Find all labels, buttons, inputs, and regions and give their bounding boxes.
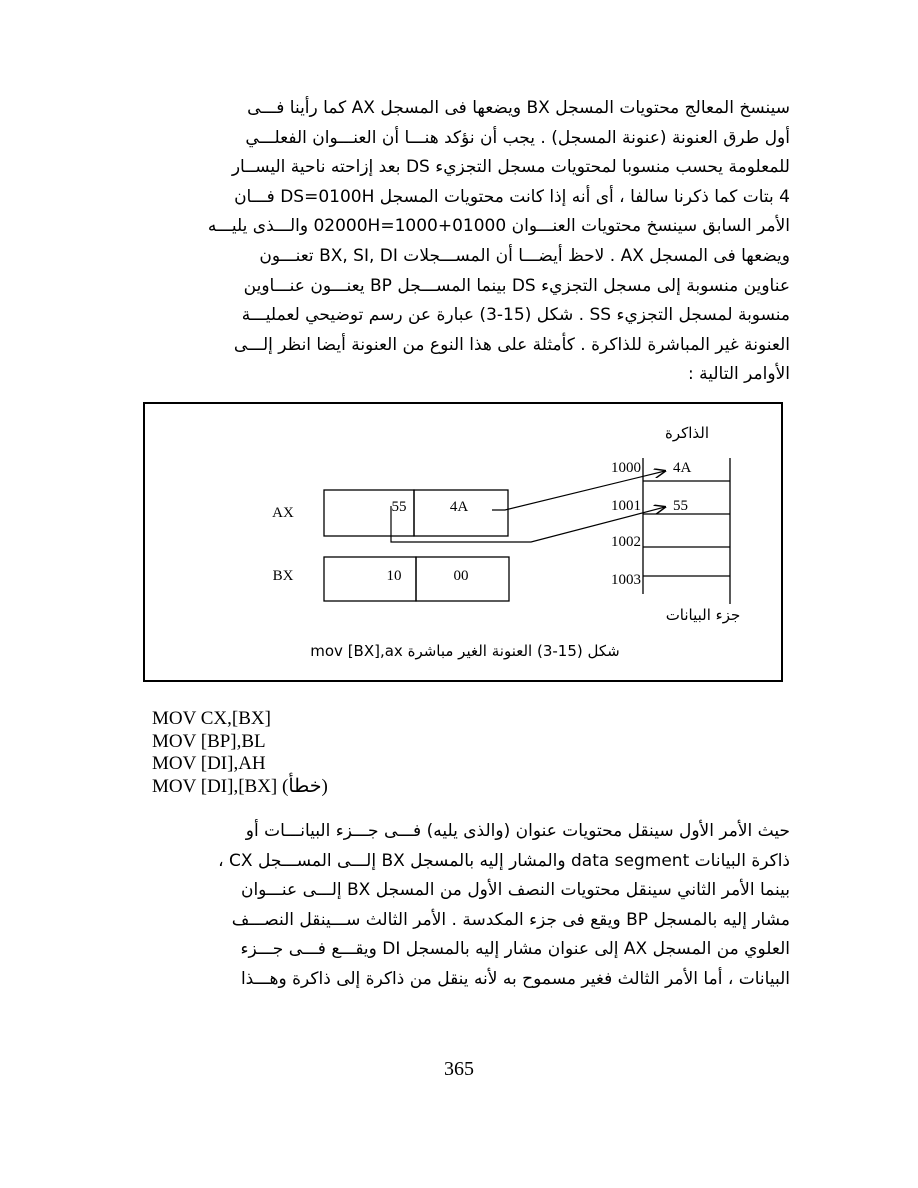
text-line: العلوي من المسجل AX إلى عنوان مشار إليه بالمسجل DI ويقـــع فـــى جـــزء bbox=[240, 939, 790, 960]
memory-value: 55 bbox=[673, 498, 688, 514]
text-line: ويضعها فى المسجل AX . لاحظ أيضـــا أن المســـجلات BX, SI, DI تعنـــون bbox=[259, 245, 790, 266]
bx-low-value: 00 bbox=[453, 568, 469, 584]
memory-address: 1000 bbox=[611, 460, 641, 476]
text-line: حيث الأمر الأول سينقل محتويات عنوان (والذى يليه) فـــى جـــزء البيانـــات أو bbox=[245, 821, 790, 841]
text-line: ذاكرة البيانات data segment والمشار إليه بالمسجل BX إلـــى المســـجل CX ، bbox=[218, 850, 790, 871]
text-line: بينما الأمر الثاني سينقل محتويات النصف الأول من المسجل BX إلـــى عنـــوان bbox=[240, 880, 790, 901]
code-line: MOV [BP],BL bbox=[152, 730, 266, 752]
bx-label: BX bbox=[272, 568, 294, 584]
text-line: العنونة غير المباشرة للذاكرة . كأمثلة على هذا النوع من العنونة أيضا انظر إلـــى bbox=[233, 334, 790, 355]
code-line: MOV [DI],AH bbox=[152, 753, 266, 774]
ax-high-value: 55 bbox=[391, 499, 407, 515]
ax-low-value: 4A bbox=[449, 499, 469, 515]
page-number: 365 bbox=[444, 1058, 474, 1080]
bx-high-value: 10 bbox=[386, 568, 402, 584]
text-line: أول طرق العنونة (عنونة المسجل) . يجب أن نؤكد هنـــا أن العنـــوان الفعلـــي bbox=[245, 127, 790, 148]
text-line: الأوامر التالية : bbox=[687, 364, 790, 385]
text-line: عناوين منسوبة إلى مسجل التجزيء DS بينما المســـجل BP يعنـــون عنـــاوين bbox=[243, 275, 790, 296]
figure-box bbox=[143, 402, 783, 682]
text-line: مشار إليه بالمسجل BP ويقع فى جزء المكدسة . الأمر الثالث ســـينقل النصـــف bbox=[231, 909, 790, 930]
text-line: البيانات ، أما الأمر الثالث فغير مسموح به لأنه ينقل من ذاكرة إلى ذاكرة وهـــذا bbox=[240, 968, 790, 989]
code-block bbox=[152, 708, 328, 798]
ax-label: AX bbox=[272, 505, 294, 521]
memory-address: 1002 bbox=[611, 534, 641, 550]
text-line: للمعلومة يحسب منسوبا لمحتويات مسجل التجزيء DS بعد إزاحته ناحية اليســار bbox=[231, 157, 790, 178]
memory-title: الذاكرة bbox=[664, 424, 710, 442]
code-line: MOV [DI],[BX] (خطأ) bbox=[152, 775, 328, 797]
code-line: MOV CX,[BX] bbox=[152, 708, 271, 729]
data-segment-label: جزء البيانات bbox=[665, 606, 741, 624]
memory-address: 1003 bbox=[611, 572, 641, 588]
text-line: سينسخ المعالج محتويات المسجل BX ويضعها فى المسجل AX كما رأينا فـــى bbox=[247, 98, 790, 118]
figure-caption: شكل (15-3) العنونة الغير مباشرة mov [BX],ax bbox=[310, 642, 620, 660]
text-line: منسوبة لمسجل التجزيء SS . شكل (15-3) عبارة عن رسم توضيحي لعمليـــة bbox=[241, 305, 790, 326]
text-line: الأمر السابق سينسخ محتويات العنـــوان 01000+1000=02000H والـــذى يليـــه bbox=[207, 216, 790, 237]
bx-high-cell bbox=[324, 557, 416, 601]
memory-column bbox=[643, 458, 730, 604]
text-line: 4 بتات كما ذكرنا سالفا ، أى أنه إذا كانت محتويات المسجل DS=0100H فـــان bbox=[234, 186, 790, 207]
paragraph-2 bbox=[150, 817, 790, 995]
indirect-addressing-diagram bbox=[145, 404, 785, 684]
paragraph-1 bbox=[150, 94, 790, 390]
memory-value: 4A bbox=[673, 460, 692, 476]
memory-address: 1001 bbox=[611, 498, 641, 514]
